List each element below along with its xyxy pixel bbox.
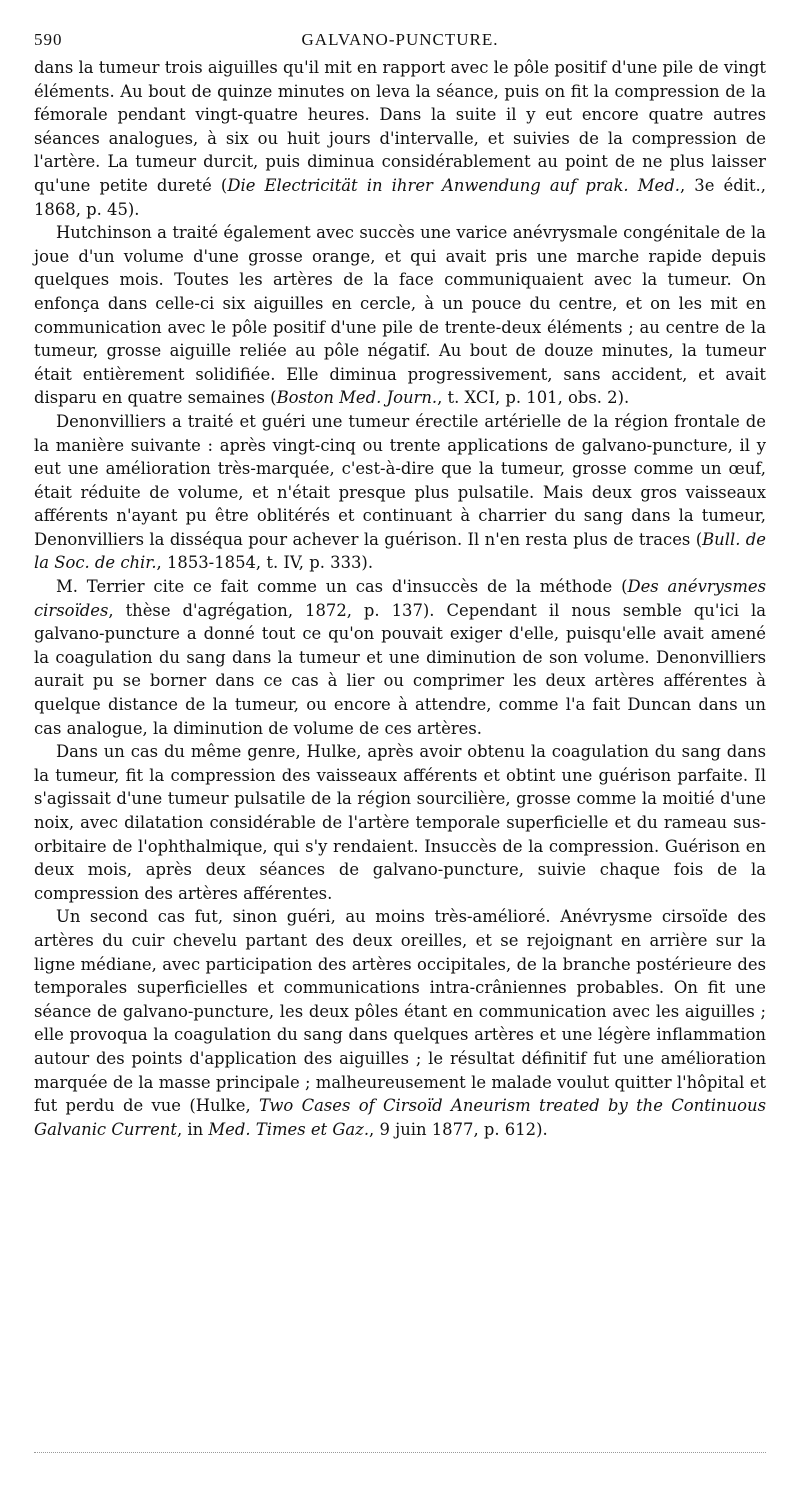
citation-italic: Des anévrysmes cirsoïdes <box>34 577 766 620</box>
paragraph <box>34 56 766 221</box>
paragraph-text: Un second cas fut, sinon guéri, au moins très-amélioré. Anévrysme cirsoïde des artères du cuir chevelu partant des deux oreilles, et se rejoignant en arrière sur la ligne médiane, avec participation des artères occipitales, de la branche postérieure des temporales superficielles et communications intra-crâniennes probables. On fit une séance de galvano-puncture, les deux pôles étant en communication avec les aiguilles ; elle provoqua la coagulation du sang dans quelques artères et une légère inflammation autour des points d'application des aiguilles ; le résultat définitif fut une amélioration marquée de la masse principale ; malheureusement le malade voulut quitter l'hôpital et fut perdu de vue (Hulke, <box>34 907 766 1116</box>
paragraph-text: dans la tumeur trois aiguilles qu'il mit en rapport avec le pôle positif d'une pile de vingt éléments. Au bout de quinze minutes on leva la séance, puis on fit la compression de la fémorale pendant vingt-quatre heures. Dans la suite il y eut encore quatre autres séances analogues, à six ou huit jours d'intervalle, et suivies de la compression de l'artère. La tumeur durcit, puis diminua considérablement au point de ne plus laisser qu'une petite dureté ( <box>34 58 766 195</box>
paragraph <box>34 575 766 740</box>
paragraph-text: , 3e édit., 1868, p. 45). <box>34 175 766 219</box>
paragraph-text: , 1853-1854, t. IV, p. 333). <box>156 553 374 573</box>
citation-italic: Die Electricität in ihrer Anwendung auf prak. Med. <box>227 175 680 195</box>
paragraph-text: Hutchinson a traité également avec succès une varice anévrysmale congénitale de la joue d'un volume d'une grosse orange, et qui avait pris une marche rapide depuis quelques mois. Toutes les artères de la face communiquaient avec la tumeur. On enfonça dans celle-ci six aiguilles en cercle, à un pouce du centre, et on les mit en communication avec le pôle positif d'une pile de trente-deux éléments ; au centre de la tumeur, grosse aiguille reliée au pôle négatif. Au bout de douze minutes, la tumeur était entièrement solidifiée. Elle diminua progressivement, sans accident, et avait disparu en quatre semaines ( <box>34 223 766 408</box>
paragraph-text: M. Terrier cite ce fait comme un cas d'insuccès de la méthode ( <box>56 577 628 597</box>
running-title: GALVANO-PUNCTURE. <box>301 30 499 49</box>
paragraph-text: Dans un cas du même genre, Hulke, après avoir obtenu la coagulation du sang dans la tumeur, fit la compression des vaisseaux afférents et obtint une guérison parfaite. Il s'agissait d'une tumeur pulsatile de la région sourcilière, grosse comme la moitié d'une noix, avec dilatation considérable de l'artère temporale superficielle et du rameau sus-orbitaire de l'ophthalmique, qui s'y rendaient. Insuccès de la compression. Guérison en deux mois, après deux séances de galvano-puncture, suivie chaque fois de la compression des artères afférentes. <box>34 742 766 903</box>
paragraph <box>34 221 766 410</box>
page-number: 590 <box>34 30 63 49</box>
citation-italic: Bull. de la Soc. de chir. <box>34 529 767 573</box>
document-page <box>34 28 766 1141</box>
paragraph <box>34 740 766 905</box>
citation-italic: Two Cases of Cirsoïd Aneurism treated by the Continuous Galvanic Current <box>34 1096 766 1139</box>
paragraph-text: , thèse d'agrégation, 1872, p. 137). Cependant il nous semble qu'ici la galvano-puncture a donné tout ce qu'on pouvait exiger d'elle, puisqu'elle avait amené la coagulation du sang dans la tumeur et une diminution de son volume. Denonvilliers aurait pu se borner dans ce cas à lier ou comprimer les deux artères afférentes à quelque distance de la tumeur, ou encore à attendre, comme l'a fait Duncan dans un cas analogue, la diminution de volume de ces artères. <box>34 600 766 738</box>
paragraph <box>34 410 766 575</box>
citation-italic: Med. Times et Gaz. <box>208 1119 370 1139</box>
paragraph-text: , t. XCI, p. 101, obs. 2). <box>437 388 630 408</box>
page-header <box>34 28 766 50</box>
paragraph <box>34 905 766 1141</box>
citation-italic: Boston Med. Journ. <box>276 388 438 408</box>
paragraph-text: Denonvilliers a traité et guéri une tumeur érectile artérielle de la région frontale de la manière suivante : après vingt-cinq ou trente applications de galvano-puncture, il y eut une amélioration très-marquée, c'est-à-dire que la tumeur, grosse comme un œuf, était réduite de volume, et n'était presque plus pulsatile. Mais deux gros vaisseaux afférents n'ayant pu être oblitérés et continuant à charrier du sang dans la tumeur, Denonvilliers la disséqua pour achever la guérison. Il n'en resta plus de traces ( <box>34 411 766 549</box>
paragraph-text: , 9 juin 1877, p. 612). <box>369 1119 548 1139</box>
footer-rule <box>34 1452 766 1453</box>
paragraph-text: , in <box>176 1119 209 1139</box>
